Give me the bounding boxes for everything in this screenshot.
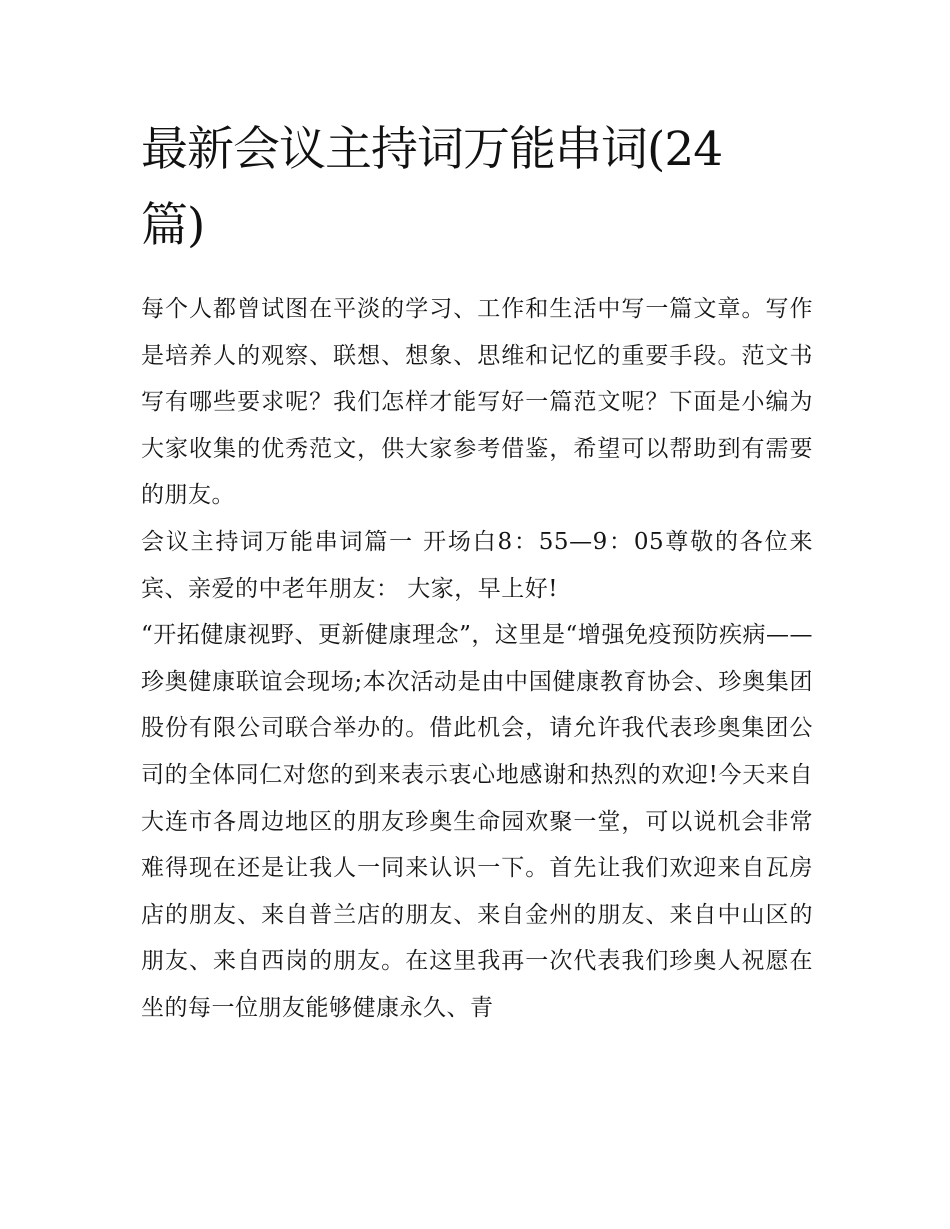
opening-paragraph: 会议主持词万能串词篇一 开场白8：55—9：05尊敬的各位来宾、亲爱的中老年朋友： 大家，早上好! <box>141 528 813 602</box>
document-title: 最新会议主持词万能串词(24篇) <box>141 122 723 253</box>
document-content <box>141 112 813 1032</box>
welcome-paragraph: “开拓健康视野、更新健康理念”，这里是“增强免疫预防疾病——珍奥健康联谊会现场;本次活动是由中国健康教育协会、珍奥集团股份有限公司联合举办的。借此机会，请允许我代表珍奥集团公司的全体同仁对您的到来表示衷心地感谢和热烈的欢迎!今天来自大连市各周边地区的朋友珍奥生命园欢聚一堂，可以说机会非常难得现在还是让我人一同来认识一下。首先让我们欢迎来自瓦房店的朋友、来自普兰店的朋友、来自金州的朋友、来自中山区的朋友、来自西岗的朋友。在这里我再一次代表我们珍奥人祝愿在坐的每一位朋友能够健康永久、青 <box>141 622 813 1021</box>
document-body <box>141 286 813 1032</box>
intro-paragraph: 每个人都曾试图在平淡的学习、工作和生活中写一篇文章。写作是培养人的观察、联想、想象、思维和记忆的重要手段。范文书写有哪些要求呢？我们怎样才能写好一篇范文呢？下面是小编为大家收集的优秀范文，供大家参考借鉴，希望可以帮助到有需要的朋友。 <box>141 296 813 509</box>
